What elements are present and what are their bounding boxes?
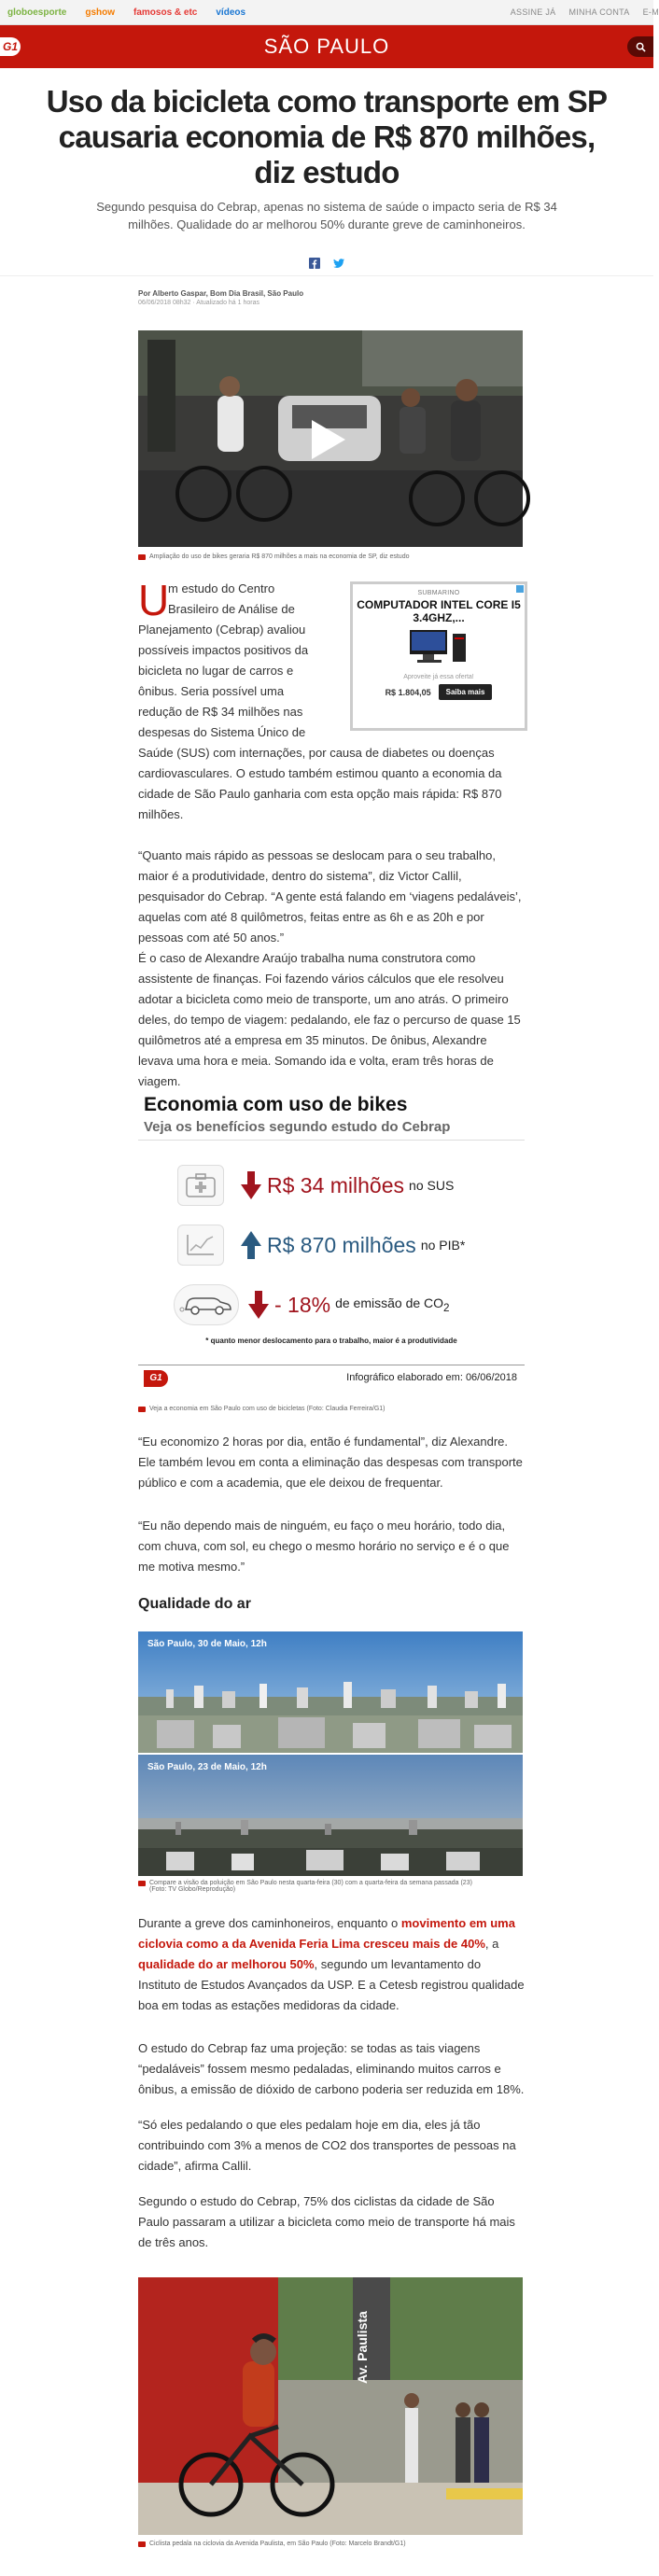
camera-icon	[138, 2541, 146, 2547]
paragraph-4: “Eu economizo 2 horas por dia, então é fundamental”, diz Alexandre. Ele também levou em conta a eliminação das despesas com transporte público e com a academia, que ele deixou de frequentar.	[138, 1435, 523, 1490]
paragraph-2: “Quanto mais rápido as pessoas se deslocam para o seu trabalho, maior é a produtividade, dentro do sistema”, diz Victor Callil, pesquisador do Cebrap. “A gente está falando em ‘viagens pedaláveis’, aquelas com até 8 quilômetros, feitas entre as 6h e as 20h e por pessoas com até 50 anos.”	[138, 848, 522, 945]
medical-kit-icon	[177, 1165, 224, 1206]
arrow-up-icon	[241, 1231, 261, 1259]
arrow-down-icon	[248, 1291, 269, 1319]
paragraph-1-rest: Saúde (SUS) com internações, por causa de diabetes ou doenças cardiovasculares. O estudo também estimou quanto a economia da cidade de São Paulo ganharia com esta opção mais rápida: R$ 870 milhões.	[138, 746, 502, 821]
article-byline: Por Alberto Gaspar, Bom Dia Brasil, São Paulo	[138, 289, 304, 298]
article-title: Uso da bicicleta como transporte em SP causaria economia de R$ 870 milhões, diz estudo	[46, 84, 608, 189]
infographic-label-co2	[335, 1295, 449, 1314]
facebook-icon[interactable]	[309, 258, 320, 269]
photo-cyclist-paulista[interactable]	[138, 2277, 523, 2535]
co2-subscript: 2	[443, 1301, 450, 1314]
twitter-icon[interactable]	[333, 258, 344, 269]
topbar-account-links	[510, 7, 659, 17]
camera-icon	[138, 1407, 146, 1412]
paragraph-1-line-4: bicicleta no lugar de carros e	[138, 664, 294, 678]
link-videos[interactable]: vídeos	[216, 7, 246, 18]
paragraph-1-line-1: Brasileiro de Análise de	[168, 602, 295, 616]
line-chart-icon	[177, 1225, 224, 1266]
ad-offer-text: Aproveite já essa oferta!	[403, 674, 474, 680]
paragraph-8: “Só eles pedalando o que eles pedalam hoje em dia, eles já tão contribuindo com 3% a menos de CO2 dos transportes de pessoas na cidade”, afirma Callil.	[138, 2118, 516, 2173]
infographic-value-pib: R$ 870 milhões	[267, 1232, 416, 1257]
article-subtitle: Segundo pesquisa do Cebrap, apenas no sistema de saúde o impacto seria de R$ 34 milhões. Qualidade do ar melhorou 50% durante greve de caminhoneiros.	[96, 200, 557, 231]
photo-label-may-30: São Paulo, 30 de Maio, 12h	[147, 1639, 267, 1649]
air-photo-caption	[138, 1880, 472, 1893]
infographic-row-co2	[174, 1284, 450, 1325]
infographic-date: Infográfico elaborado em: 06/06/2018	[346, 1372, 517, 1383]
paragraph-7: O estudo do Cebrap faz uma projeção: se todas as tais viagens “pedaláveis” fossem mesmo pedaladas, eliminando muitos carros e ônibus, a emissão de dióxido de carbono poderia ser reduzida em 18%.	[138, 2041, 525, 2096]
share-bar	[0, 258, 653, 276]
infographic-row-pib	[177, 1225, 465, 1266]
infographic-row-sus	[177, 1165, 454, 1206]
arrow-down-icon	[241, 1171, 261, 1199]
photo-label-may-23: São Paulo, 23 de Maio, 12h	[147, 1762, 267, 1772]
paragraph-1-line-3: possíveis impactos positivos da	[138, 643, 309, 657]
infographic-footnote: * quanto menor deslocamento para o trabalho, maior é a produtividade	[205, 1337, 457, 1345]
street-sign-paulista: Av. Paulista	[355, 2311, 370, 2384]
video-camera-icon	[138, 554, 146, 560]
paragraph-3: É o caso de Alexandre Araújo trabalha numa construtora como assistente de finanças. Foi fazendo vários cálculos que ele resolveu adotar a bicicleta como meio de transporte, um ano atrás. O primeiro deles, do tempo de viagem: pedalando, ele faz o percurso de quase 15 quilômetros até a empresa em 35 minutos. De ônibus, Alexandre levava uma hora e meia. Somando ida e volta, eram três horas de viagem.	[138, 951, 521, 1088]
computer-icon	[406, 628, 471, 665]
paragraph-1-line-2: Planejamento (Cebrap) avaliou	[138, 623, 306, 637]
g1-logo[interactable]: G1	[0, 37, 21, 56]
adchoices-icon[interactable]	[516, 585, 524, 593]
photo-sp-may-30[interactable]	[138, 1631, 523, 1753]
link-famosos[interactable]: famosos & etc	[133, 7, 198, 18]
video-caption-text: Ampliação do uso de bikes geraria R$ 870 milhões a mais na economia de SP, diz estudo	[149, 553, 410, 560]
link-ciclovia-faria-lima[interactable]: movimento em uma ciclovia como a da Avenida Feria Lima cresceu mais de 40%	[138, 1916, 515, 1951]
paragraph-1-line-6: redução de R$ 34 milhões nas	[138, 705, 303, 719]
play-icon[interactable]	[312, 420, 345, 459]
city-skyline-clear	[138, 1631, 523, 1753]
infographic-divider	[138, 1140, 525, 1141]
article-video-player[interactable]	[138, 330, 523, 547]
link-gshow[interactable]: gshow	[85, 7, 116, 18]
paragraph-5: “Eu não dependo mais de ninguém, eu faço o meu horário, todo dia, com chuva, com sol, eu chego o mesmo horário no serviço e é o que me motiva mesmo.”	[138, 1519, 510, 1574]
paragraph-6	[138, 1913, 525, 2016]
minha-conta-link[interactable]: MINHA CONTA	[568, 7, 630, 17]
cyclist-caption-text: Ciclista pedala na ciclovia da Avenida Paulista, em São Paulo (Foto: Marcelo Brandt/G1)	[149, 2541, 406, 2547]
infographic-caption-text: Veja a economia em São Paulo com uso de bicicletas (Foto: Claudia Ferreira/G1)	[149, 1406, 386, 1412]
camera-icon	[138, 1881, 146, 1886]
paragraph-1-line-0: m estudo do Centro	[168, 581, 275, 595]
air-caption-line-1: Compare a visão da poluição em São Paulo nesta quarta-feira (30) com a quarta-feira da semana passada (23)	[149, 1880, 472, 1886]
co2-label-text: de emissão de CO	[335, 1295, 444, 1311]
site-header	[0, 25, 653, 68]
search-icon	[636, 42, 646, 52]
drop-cap: U	[138, 576, 170, 624]
globo-topbar	[0, 0, 659, 25]
infographic-g1-logo: G1	[144, 1370, 168, 1387]
ad-product-title[interactable]: COMPUTADOR INTEL CORE I5 3.4GHZ,...	[357, 598, 521, 624]
cyclist-photo-scene	[138, 2277, 523, 2535]
infographic-value-co2: - 18%	[274, 1292, 331, 1317]
advertisement-box[interactable]	[350, 581, 527, 731]
paragraph-1-line-5: ônibus. Seria possível uma	[138, 684, 285, 698]
video-caption	[138, 553, 409, 560]
air-caption-line-2: (Foto: TV Globo/Reprodução)	[149, 1886, 236, 1893]
infographic-subtitle: Veja os benefícios segundo estudo do Cebrap	[144, 1119, 451, 1135]
car-emission-icon	[174, 1284, 239, 1325]
section-heading-air-quality: Qualidade do ar	[138, 1596, 251, 1612]
p6-text-c: , segundo um levantamento do Instituto de Estudos Avançados da USP. E a Cetesb registrou qualidade boa em todas as estações medidoras da cidade.	[138, 1957, 525, 2012]
p6-text-b: , a	[484, 1937, 499, 1951]
air-photo-caption-text	[149, 1880, 472, 1893]
infographic-label-sus: no SUS	[409, 1178, 455, 1193]
paragraph-1-line-7: despesas do Sistema Único de	[138, 725, 306, 739]
city-skyline-polluted	[138, 1755, 523, 1876]
cyclist-photo-caption	[138, 2541, 406, 2547]
assine-link[interactable]: ASSINE JÁ	[510, 7, 556, 17]
section-title[interactable]: SÃO PAULO	[263, 35, 390, 58]
p6-text-a: Durante a greve dos caminhoneiros, enquanto o	[138, 1916, 401, 1930]
photo-sp-may-23[interactable]	[138, 1755, 523, 1876]
link-globoesporte[interactable]: globoesporte	[7, 7, 67, 18]
infographic-title: Economia com uso de bikes	[144, 1094, 408, 1115]
infographic-caption	[138, 1406, 386, 1412]
ad-store: SUBMARINO	[417, 590, 460, 596]
article-date: 06/06/2018 08h32 · Atualizado há 1 horas	[138, 300, 259, 306]
ad-saiba-mais-button[interactable]: Saiba mais	[439, 684, 493, 700]
infographic-value-sus: R$ 34 milhões	[267, 1172, 405, 1197]
link-qualidade-ar[interactable]: qualidade do ar melhorou 50%	[138, 1957, 315, 1971]
email-link[interactable]: E-M	[642, 7, 659, 17]
infographic-label-pib: no PIB*	[420, 1238, 466, 1253]
paragraph-9: Segundo o estudo do Cebrap, 75% dos ciclistas da cidade de São Paulo passaram a utilizar a bicicleta como meio de transporte há mais de três anos.	[138, 2194, 515, 2249]
search-button[interactable]	[627, 36, 653, 57]
ad-price: R$ 1.804,05	[385, 687, 431, 697]
